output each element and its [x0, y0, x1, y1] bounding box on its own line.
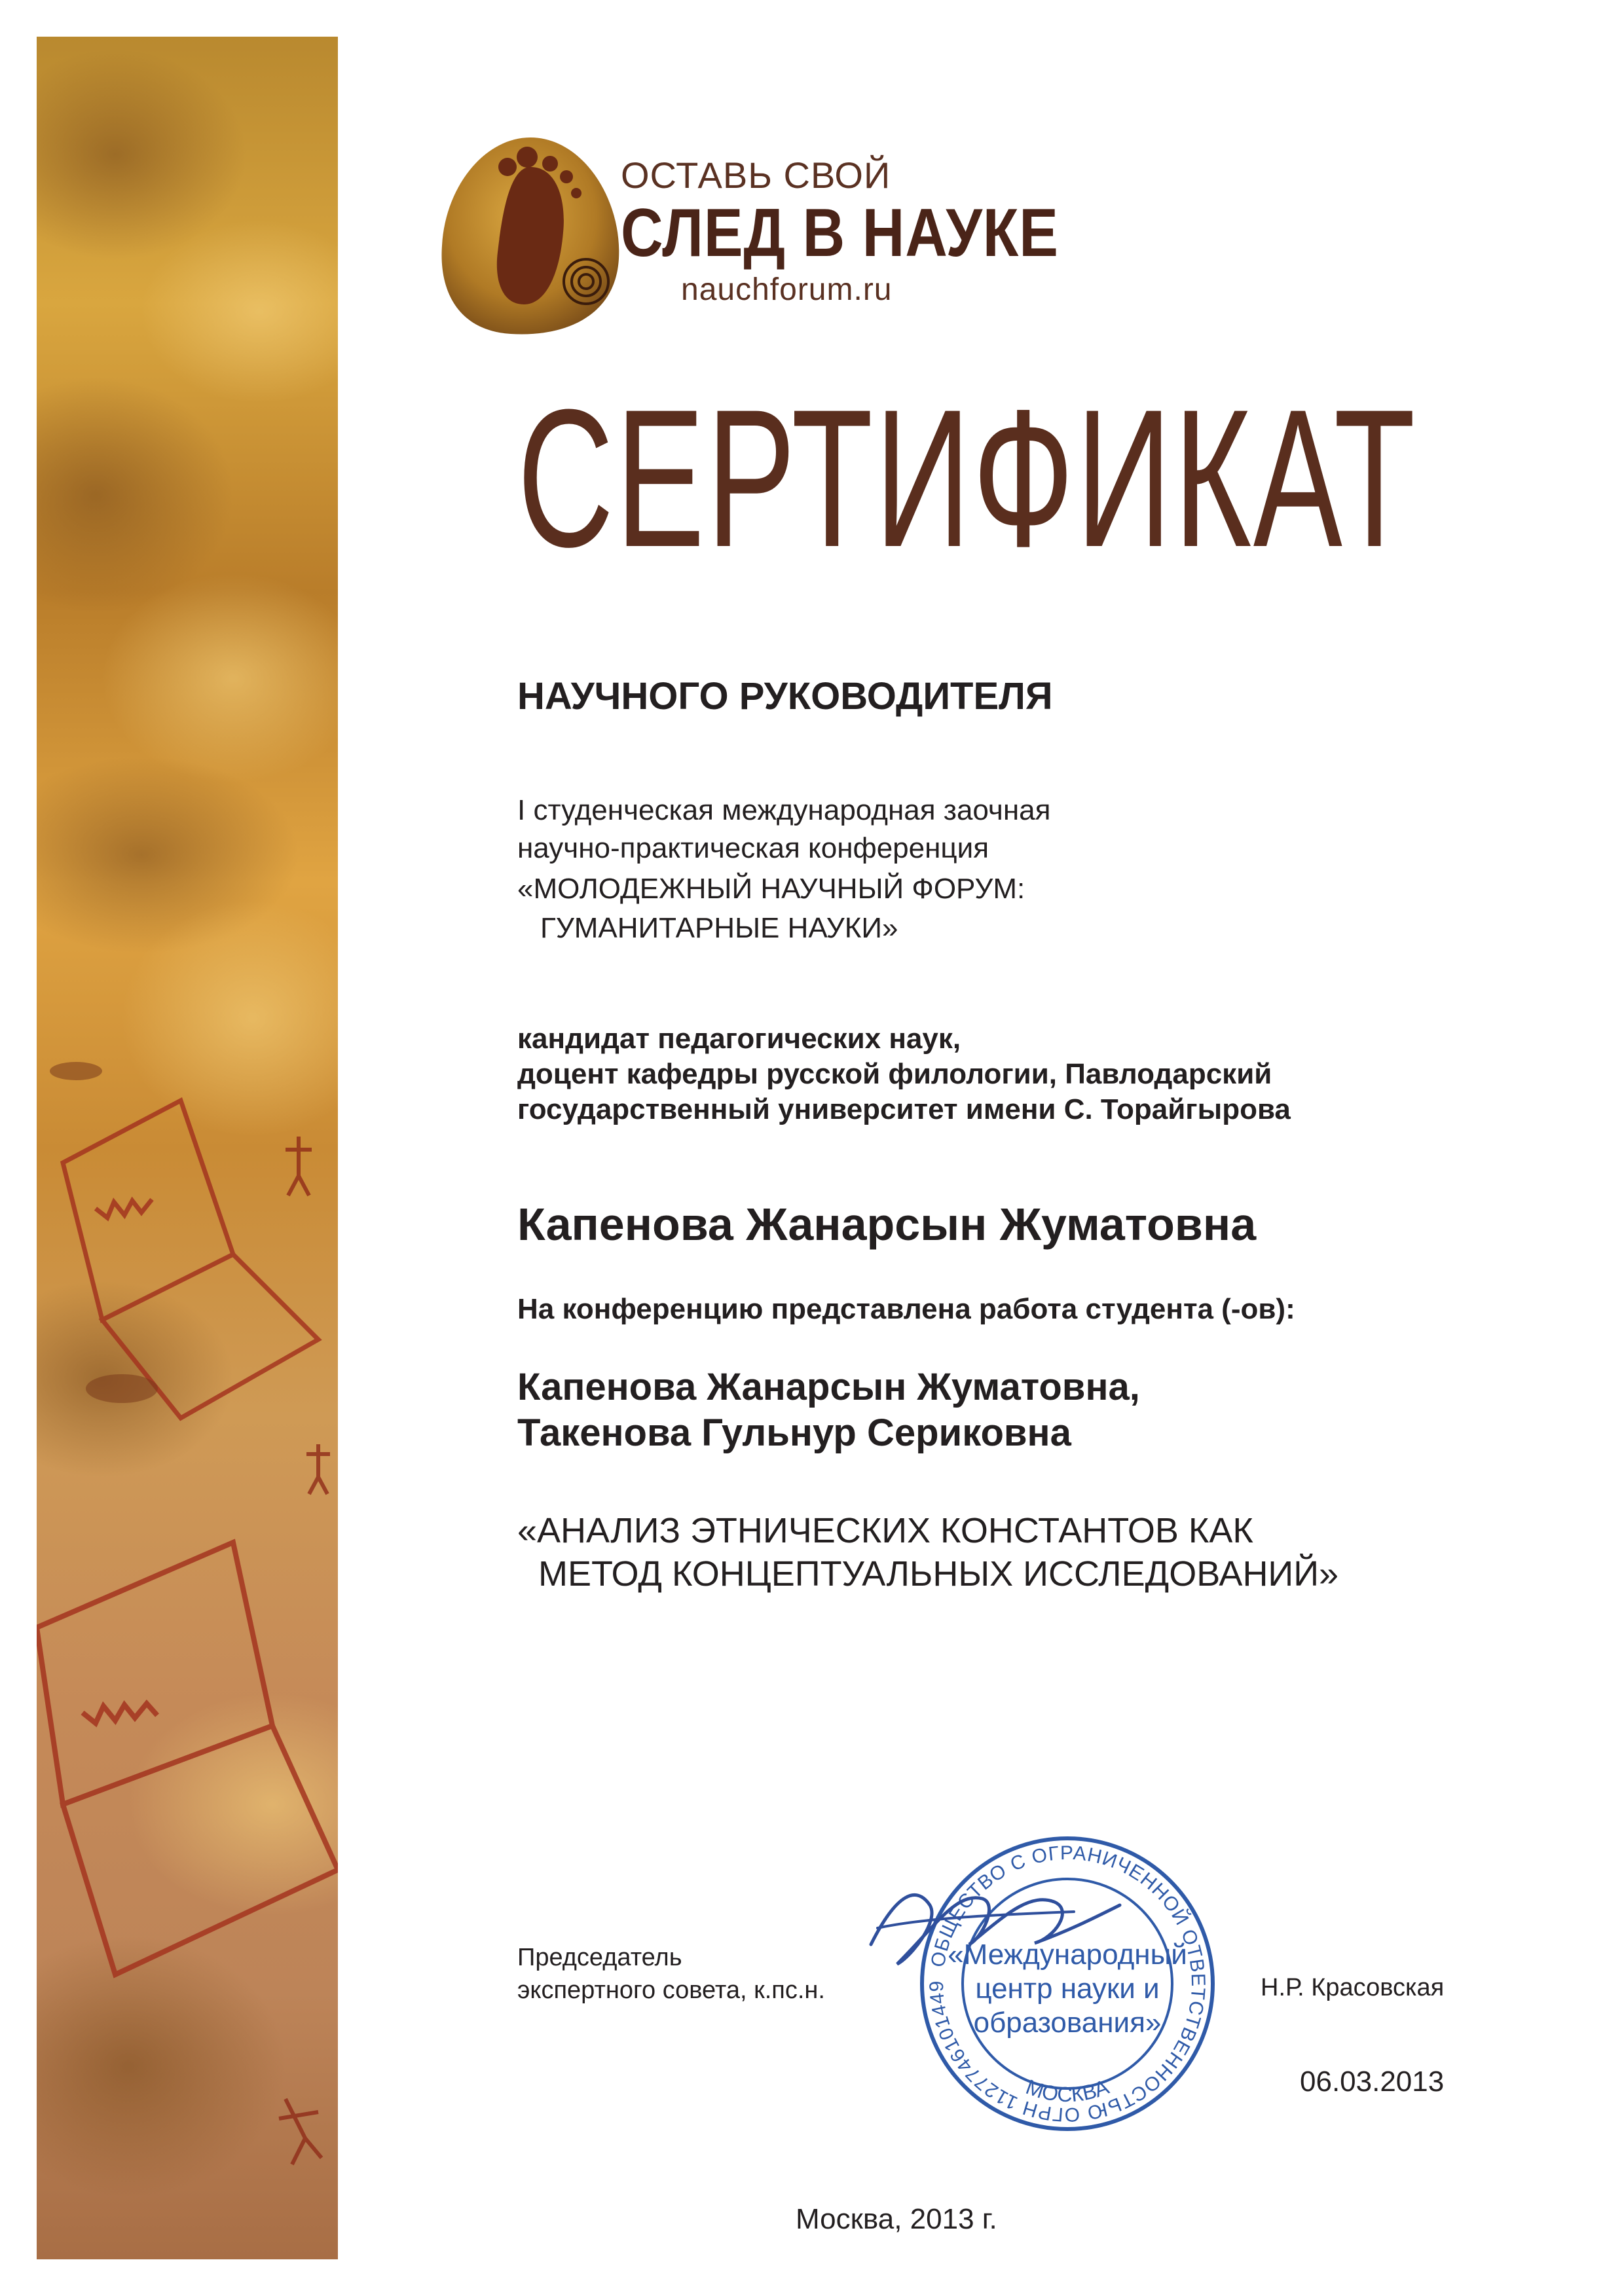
stamp-center-line: образования» — [973, 2007, 1162, 2039]
handwritten-signature — [858, 1866, 1133, 1984]
stamp-center-line: центр науки и — [975, 1973, 1160, 2005]
conference-line: I студенческая международная заочная — [517, 794, 1051, 826]
supervisor-name: Капенова Жанарсын Жуматовна — [517, 1199, 1257, 1250]
conference-name-line: ГУМАНИТАРНЫЕ НАУКИ» — [540, 912, 898, 944]
decorative-side-strip — [37, 37, 338, 2259]
presented-work-label: На конференцию представлена работа студента (-ов): — [517, 1293, 1295, 1325]
supervisor-position-line: государственный университет имени С. Торайгырова — [517, 1093, 1291, 1125]
logo-slogan-line1: ОСТАВЬ СВОЙ — [621, 155, 891, 196]
supervisor-position-line: доцент кафедры русской филологии, Павлодарский — [517, 1058, 1272, 1090]
work-title-line: «АНАЛИЗ ЭТНИЧЕСКИХ КОНСТАНТОВ КАК — [517, 1511, 1253, 1550]
footprint-logo-icon — [432, 128, 629, 344]
logo-slogan-line2: СЛЕД В НАУКЕ — [621, 195, 1059, 271]
conference-line: научно-практическая конференция — [517, 832, 989, 864]
supervisor-position-line: кандидат педагогических наук, — [517, 1023, 961, 1055]
certificate-title: СЕРТИФИКАТ — [517, 368, 1418, 588]
certificate-date: 06.03.2013 — [1300, 2066, 1445, 2098]
logo-url: nauchforum.ru — [681, 272, 893, 307]
stamp-city-text: МОСКВА — [1023, 2075, 1113, 2107]
student-name: Такенова Гульнур Сериковна — [517, 1412, 1071, 1454]
stamp-ring-text: ОБЩЕСТВО С ОГРАНИЧЕННОЙ ОТВЕТСТВЕННОСТЬЮ ОГРН 1127746101449 — [925, 1842, 1209, 2126]
forum-logo — [432, 128, 1059, 344]
signer-name: Н.Р. Красовская — [1261, 1974, 1445, 2001]
stamp-center-line: «Международный — [948, 1939, 1187, 1971]
signer-role-line: Председатель — [517, 1944, 682, 1971]
student-name: Капенова Жанарсын Жуматовна, — [517, 1366, 1140, 1408]
signer-role-line: экспертного совета, к.пс.н. — [517, 1977, 825, 2004]
certificate-subtitle: НАУЧНОГО РУКОВОДИТЕЛЯ — [517, 675, 1053, 718]
work-title-line: МЕТОД КОНЦЕПТУАЛЬНЫХ ИССЛЕДОВАНИЙ» — [538, 1554, 1339, 1594]
conference-name-line: «МОЛОДЕЖНЫЙ НАУЧНЫЙ ФОРУМ: — [517, 873, 1025, 905]
city-year-footer: Москва, 2013 г. — [796, 2203, 997, 2235]
rock-art-image — [37, 37, 338, 2259]
